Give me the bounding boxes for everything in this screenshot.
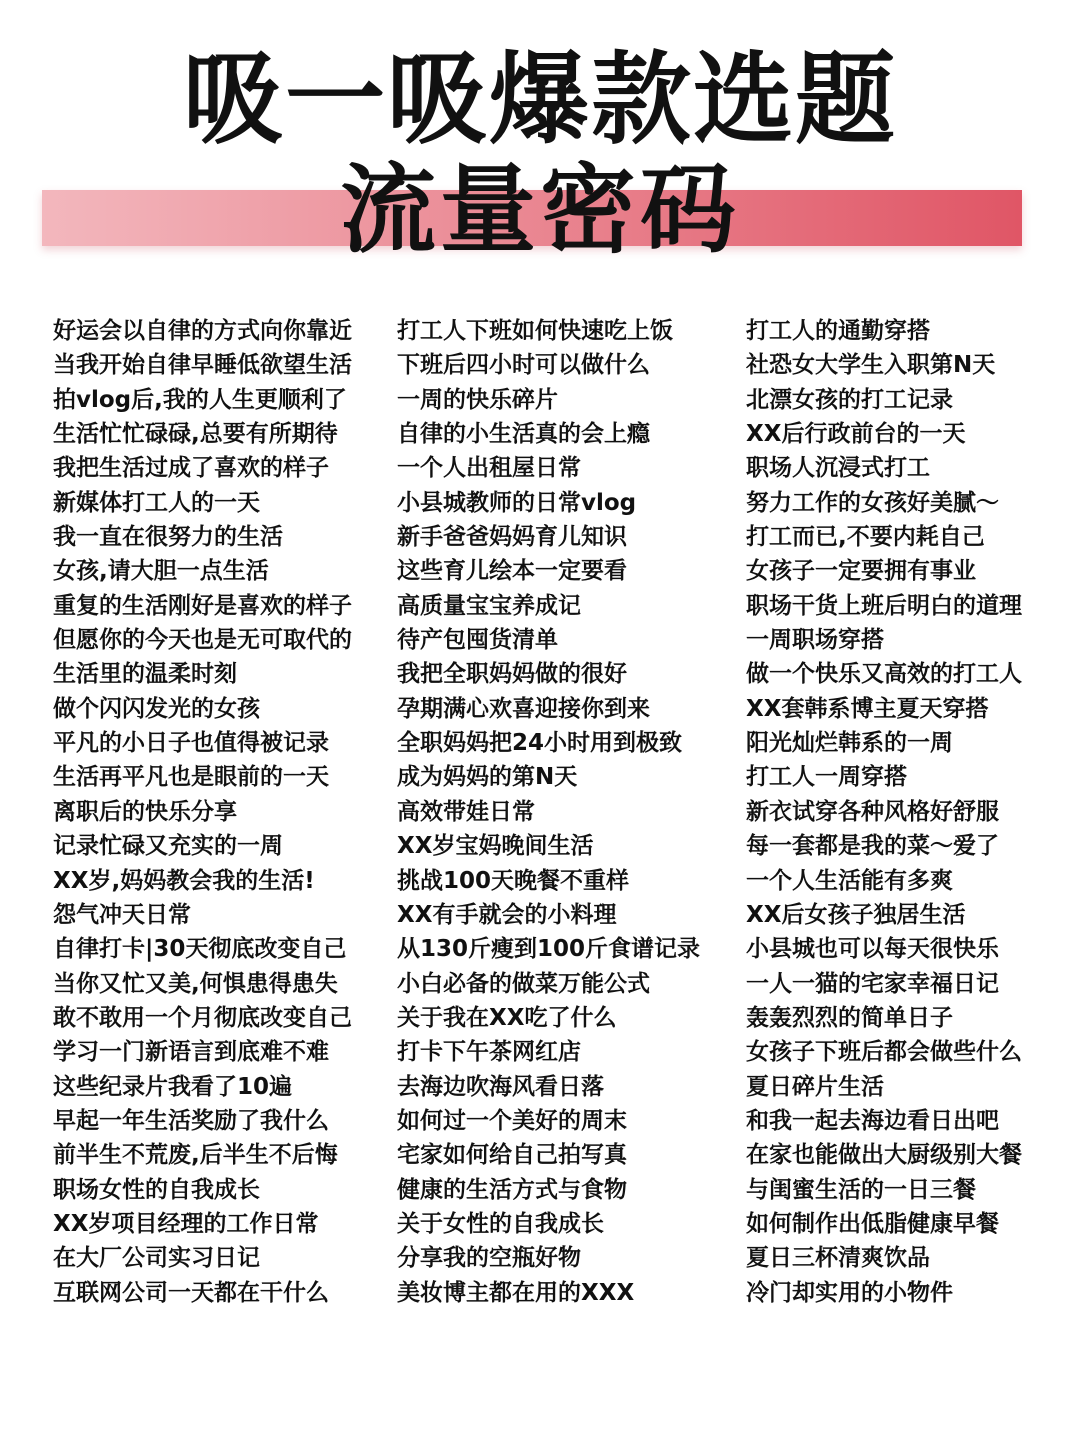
topic-item: 去海边吹海风看日落: [397, 1073, 604, 1100]
topic-item: 在大厂公司实习日记: [53, 1245, 260, 1272]
topic-item: 当你又忙又美,何惧患得患失: [53, 970, 338, 997]
topic-item: 阳光灿烂韩系的一周: [746, 730, 953, 757]
topic-item: 记录忙碌又充实的一周: [53, 833, 283, 860]
page-title-line1: 吸一吸爆款选题: [183, 41, 897, 158]
topic-item: 女孩子下班后都会做些什么: [746, 1039, 1022, 1066]
topic-item: 我把全职妈妈做的很好: [397, 661, 627, 688]
topic-item: 打工人一周穿搭: [746, 764, 907, 791]
topic-item: 好运会以自律的方式向你靠近: [53, 318, 352, 344]
topic-item: 小县城也可以每天很快乐: [746, 936, 999, 963]
topic-item: 一个人生活能有多爽: [746, 867, 953, 894]
topic-item: 职场女性的自我成长: [53, 1176, 260, 1203]
topic-item: 女孩子一定要拥有事业: [746, 558, 976, 585]
topic-item: 互联网公司一天都在干什么: [53, 1279, 329, 1306]
topic-item: 职场干货上班后明白的道理: [746, 592, 1022, 619]
topic-column-3: [746, 314, 1066, 1310]
topic-item: 新手爸爸妈妈育儿知识: [397, 524, 627, 551]
topic-item: 做个闪闪发光的女孩: [53, 695, 260, 722]
topic-column-1: [53, 314, 373, 1310]
topic-item: 在家也能做出大厨级别大餐: [746, 1142, 1022, 1169]
topic-item: 新媒体打工人的一天: [53, 489, 260, 516]
topic-item: XX岁项目经理的工作日常: [53, 1210, 319, 1237]
topic-item: 自律打卡|30天彻底改变自己: [53, 936, 347, 963]
topic-item: 女孩,请大胆一点生活: [53, 558, 269, 585]
topic-item: 孕期满心欢喜迎接你到来: [397, 695, 650, 722]
topic-item: 轰轰烈烈的简单日子: [746, 1004, 953, 1031]
topic-item: 高效带娃日常: [397, 798, 535, 825]
topic-item: 小县城教师的日常vlog: [397, 489, 637, 516]
topic-item: 一个人出租屋日常: [397, 455, 581, 482]
topic-item: 生活再平凡也是眼前的一天: [53, 764, 329, 791]
topic-item: 生活里的温柔时刻: [53, 661, 237, 688]
topic-item: XX岁,妈妈教会我的生活!: [53, 867, 315, 894]
topic-item: 自律的小生活真的会上瘾: [397, 421, 650, 448]
topic-item: 全职妈妈把24小时用到极致: [397, 730, 683, 757]
topic-item: 平凡的小日子也值得被记录: [53, 730, 329, 757]
topic-item: 当我开始自律早睡低欲望生活: [53, 352, 352, 379]
topic-item: 北漂女孩的打工记录: [746, 386, 953, 413]
topic-item: XX有手就会的小料理: [397, 901, 617, 928]
topic-item: 这些育儿绘本一定要看: [397, 558, 627, 585]
topic-item: 待产包囤货清单: [397, 627, 558, 654]
topic-item: 一周职场穿搭: [746, 627, 884, 654]
topic-item: 打工人下班如何快速吃上饭: [397, 318, 673, 344]
topic-item: XX套韩系博主夏天穿搭: [746, 695, 989, 722]
topic-item: 前半生不荒废,后半生不后悔: [53, 1142, 338, 1169]
topic-item: 和我一起去海边看日出吧: [746, 1107, 999, 1134]
topic-item: 关于我在XX吃了什么: [397, 1004, 617, 1031]
topic-item: 健康的生活方式与食物: [397, 1176, 627, 1203]
topic-item: 挑战100天晚餐不重样: [397, 867, 630, 894]
topic-item: 每一套都是我的菜～爱了: [746, 833, 999, 860]
topic-item: 一周的快乐碎片: [397, 386, 558, 413]
topic-item: XX后行政前台的一天: [746, 421, 966, 448]
topic-item: 重复的生活刚好是喜欢的样子: [53, 592, 352, 619]
topic-item: 宅家如何给自己拍写真: [397, 1142, 627, 1169]
topic-item: XX岁宝妈晚间生活: [397, 833, 594, 860]
topic-item: 社恐女大学生入职第N天: [746, 352, 996, 379]
topic-item: 小白必备的做菜万能公式: [397, 970, 650, 997]
topic-item: 打工人的通勤穿搭: [746, 318, 930, 344]
topic-item: 做一个快乐又高效的打工人: [746, 661, 1022, 688]
topic-item: 夏日碎片生活: [746, 1073, 884, 1100]
topic-item: 打工而已,不要内耗自己: [746, 524, 985, 551]
topic-item: 学习一门新语言到底难不难: [53, 1039, 329, 1066]
topic-item: 从130斤瘦到100斤食谱记录: [397, 936, 701, 963]
topic-item: 这些纪录片我看了10遍: [53, 1073, 293, 1100]
topic-column-2: [397, 314, 717, 1310]
topic-item: 新衣试穿各种风格好舒服: [746, 798, 999, 825]
topic-item: 高质量宝宝养成记: [397, 592, 581, 619]
topic-item: 敢不敢用一个月彻底改变自己: [53, 1004, 352, 1031]
topic-item: 早起一年生活奖励了我什么: [53, 1107, 329, 1134]
topic-item: 离职后的快乐分享: [53, 798, 237, 825]
topic-item: 我把生活过成了喜欢的样子: [53, 455, 329, 482]
topic-item: 与闺蜜生活的一日三餐: [746, 1176, 976, 1203]
topic-item: 职场人沉浸式打工: [746, 455, 930, 482]
topic-item: 怨气冲天日常: [53, 901, 191, 928]
topic-item: 拍vlog后,我的人生更顺利了: [53, 386, 347, 413]
topic-item: 但愿你的今天也是无可取代的: [53, 627, 352, 654]
topic-item: 美妆博主都在用的XXX: [397, 1279, 635, 1306]
topic-item: 分享我的空瓶好物: [397, 1245, 581, 1272]
topic-item: 如何制作出低脂健康早餐: [746, 1210, 999, 1237]
topic-item: 夏日三杯清爽饮品: [746, 1245, 930, 1272]
topic-item: 成为妈妈的第N天: [397, 764, 578, 791]
topic-item: XX后女孩子独居生活: [746, 901, 966, 928]
topic-item: 打卡下午茶网红店: [397, 1039, 581, 1066]
topic-item: 下班后四小时可以做什么: [397, 352, 650, 379]
topic-item: 我一直在很努力的生活: [53, 524, 283, 551]
topic-item: 努力工作的女孩好美腻～: [746, 489, 999, 516]
topic-item: 生活忙忙碌碌,总要有所期待: [53, 421, 338, 448]
topic-item: 一人一猫的宅家幸福日记: [746, 970, 999, 997]
topic-item: 如何过一个美好的周末: [397, 1107, 627, 1134]
topic-item: 冷门却实用的小物件: [746, 1279, 953, 1306]
page-title-line2: 流量密码: [340, 154, 740, 266]
topic-item: 关于女性的自我成长: [397, 1210, 604, 1237]
